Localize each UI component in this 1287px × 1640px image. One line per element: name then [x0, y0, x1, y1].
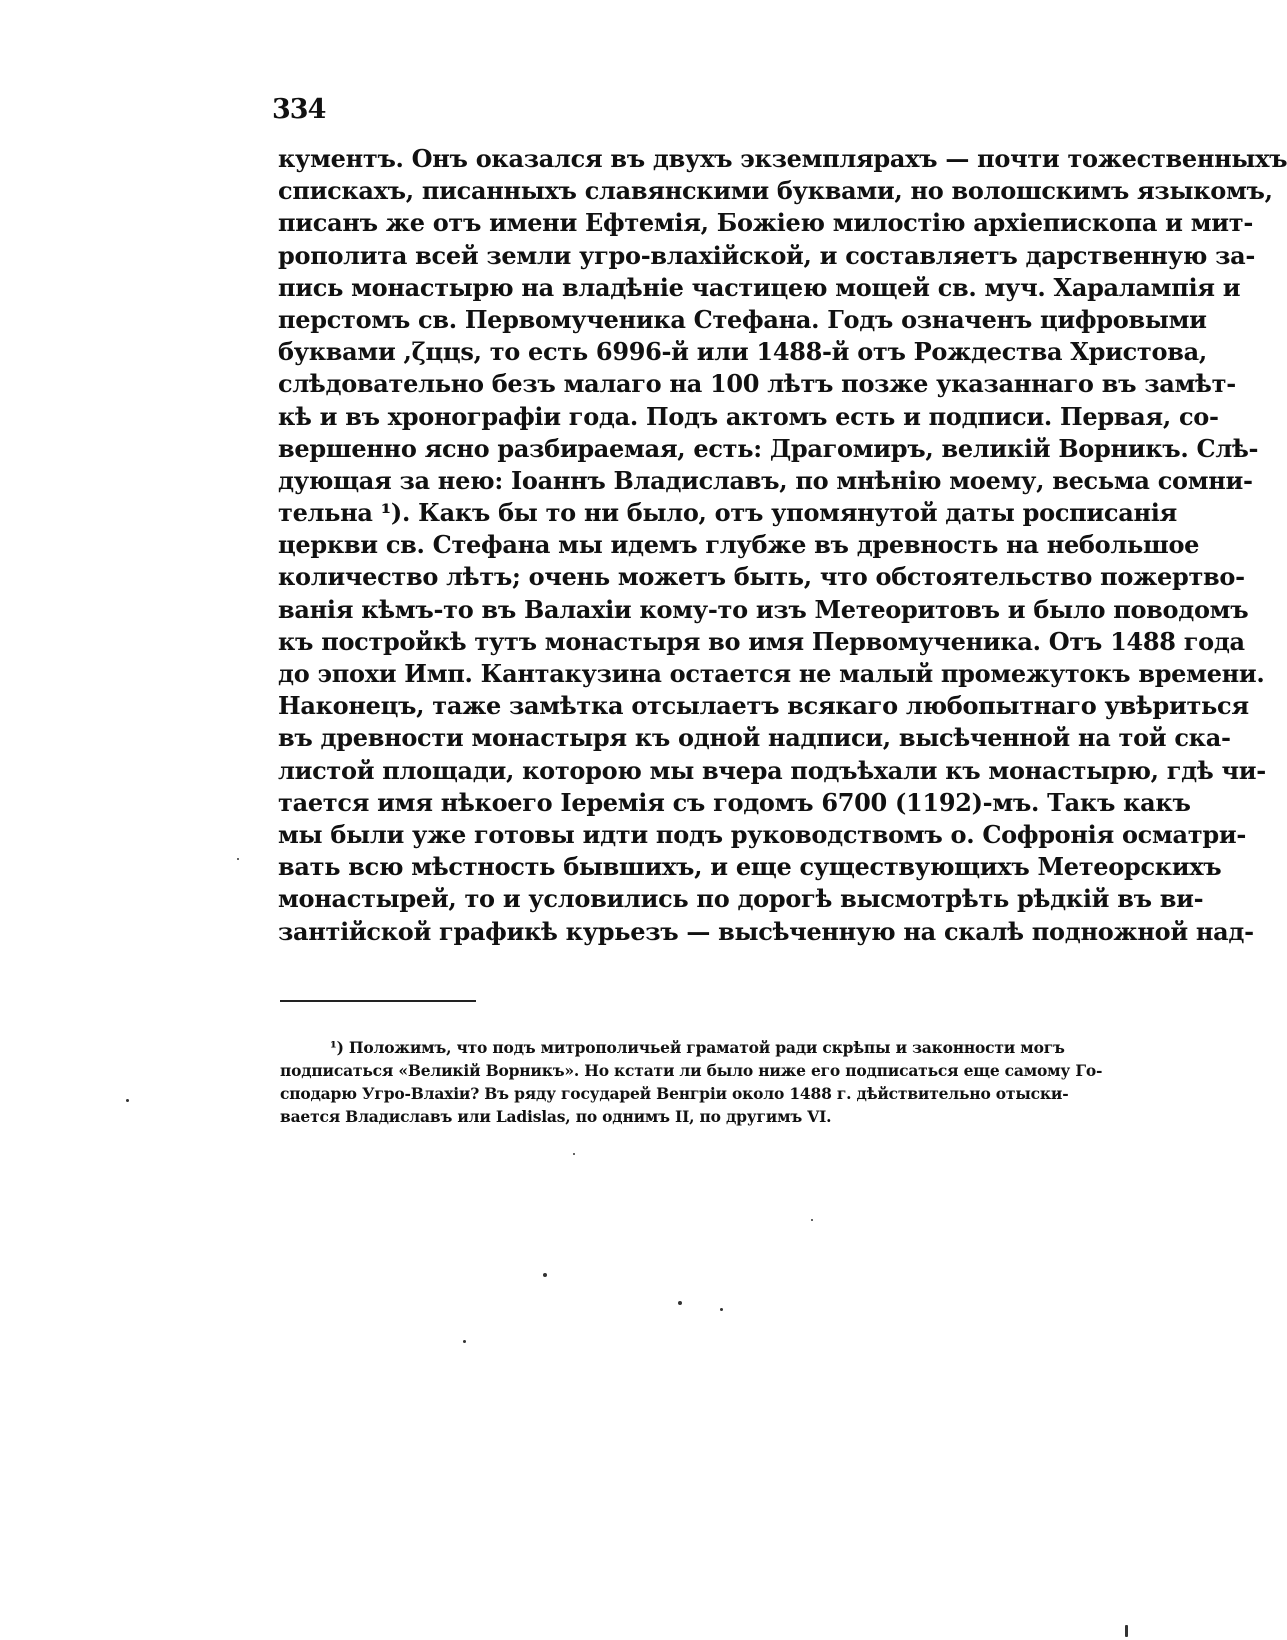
text-line: до эпохи Имп. Кантакузина остается не малый промежутокъ времени. — [278, 659, 1265, 688]
footnote — [280, 1036, 1103, 1128]
text-line: перстомъ св. Первомученика Стефана. Годъ означенъ цифровыми — [278, 304, 1207, 334]
text-line: писанъ же отъ имени Ефтемія, Божіею милостію архіепископа и мит- — [278, 208, 1253, 238]
scan-speck — [237, 858, 239, 860]
footnote-line: ¹) Положимъ, что подъ митрополичьей граматой ради скрѣпы и законности могъ — [330, 1038, 1065, 1057]
main-text — [278, 143, 1287, 948]
scan-speck — [1125, 1625, 1128, 1637]
text-line: зантійской графикѣ курьезъ — высѣченную на скалѣ подножной над- — [278, 916, 1254, 946]
text-line: листой площади, которою мы вчера подъѣхали къ монастырю, гдѣ чи- — [278, 755, 1266, 785]
text-line: пись монастырю на владѣніе частицею мощей св. муч. Харалампія и — [278, 272, 1241, 302]
text-line: къ постройкѣ тутъ монастыря во имя Первомученика. Отъ 1488 года — [278, 626, 1245, 656]
text-line: кѣ и въ хронографіи года. Подъ актомъ есть и подписи. Первая, со- — [278, 401, 1219, 431]
text-line: церкви св. Стефана мы идемъ глубже въ древность на небольшое — [278, 530, 1200, 560]
text-line: ванія кѣмъ-то въ Валахіи кому-то изъ Метеоритовъ и было поводомъ — [278, 594, 1249, 624]
text-line: буквами ,ζццs, то есть 6996-й или 1488-й отъ Рождества Христова, — [278, 337, 1207, 367]
text-line: тельна ¹). Какъ бы то ни было, отъ упомянутой даты росписанія — [278, 498, 1177, 528]
scan-speck — [543, 1273, 547, 1277]
text-line: количество лѣтъ; очень можетъ быть, что обстоятельство пожертво- — [278, 562, 1245, 592]
scan-speck — [126, 1099, 129, 1102]
text-line: мы были уже готовы идти подъ руководствомъ о. Софронія осматри- — [278, 819, 1246, 849]
text-line: въ древности монастыря къ одной надписи, высѣченной на той ска- — [278, 723, 1231, 753]
footnote-line: подписаться «Великій Ворникъ». Но кстати ли было ниже его подписаться еще самому Го- — [280, 1061, 1103, 1080]
text-line: Наконецъ, таже замѣтка отсылаетъ всякаго любопытнаго увѣриться — [278, 691, 1249, 721]
footnote-divider — [280, 1000, 476, 1002]
text-line: кументъ. Онъ оказался въ двухъ экземплярахъ — почти тожественныхъ — [278, 144, 1287, 173]
text-line: дующая за нею: Іоаннъ Владиславъ, по мнѣнію моему, весьма сомни- — [278, 465, 1253, 495]
text-line: спискахъ, писанныхъ славянскими буквами, но волошскимъ языкомъ, — [278, 176, 1273, 206]
scan-speck — [720, 1308, 723, 1311]
footnote-line: вается Владиславъ или Ladislas, по однимъ II, по другимъ VI. — [280, 1107, 832, 1126]
scan-speck — [811, 1219, 813, 1221]
scan-speck — [573, 1153, 575, 1155]
text-line: рополита всей земли угро-влахійской, и составляетъ дарственную за- — [278, 240, 1256, 270]
text-line: вать всю мѣстность бывшихъ, и еще существующихъ Метеорскихъ — [278, 852, 1222, 882]
text-line: слѣдовательно безъ малаго на 100 лѣтъ позже указаннаго въ замѣт- — [278, 369, 1236, 399]
text-line: тается имя нѣкоего Іеремія съ годомъ 6700 (1192)-мъ. Такъ какъ — [278, 787, 1191, 817]
text-line: вершенно ясно разбираемая, есть: Драгомиръ, великій Ворникъ. Слѣ- — [278, 433, 1259, 463]
scan-speck — [463, 1340, 466, 1343]
page-number: 334 — [272, 94, 326, 125]
scan-speck — [678, 1301, 682, 1305]
text-line: монастырей, то и условились по дорогѣ высмотрѣть рѣдкій въ ви- — [278, 884, 1204, 914]
footnote-line: сподарю Угро-Влахіи? Въ ряду государей Венгріи около 1488 г. дѣйствительно отыски- — [280, 1084, 1069, 1103]
